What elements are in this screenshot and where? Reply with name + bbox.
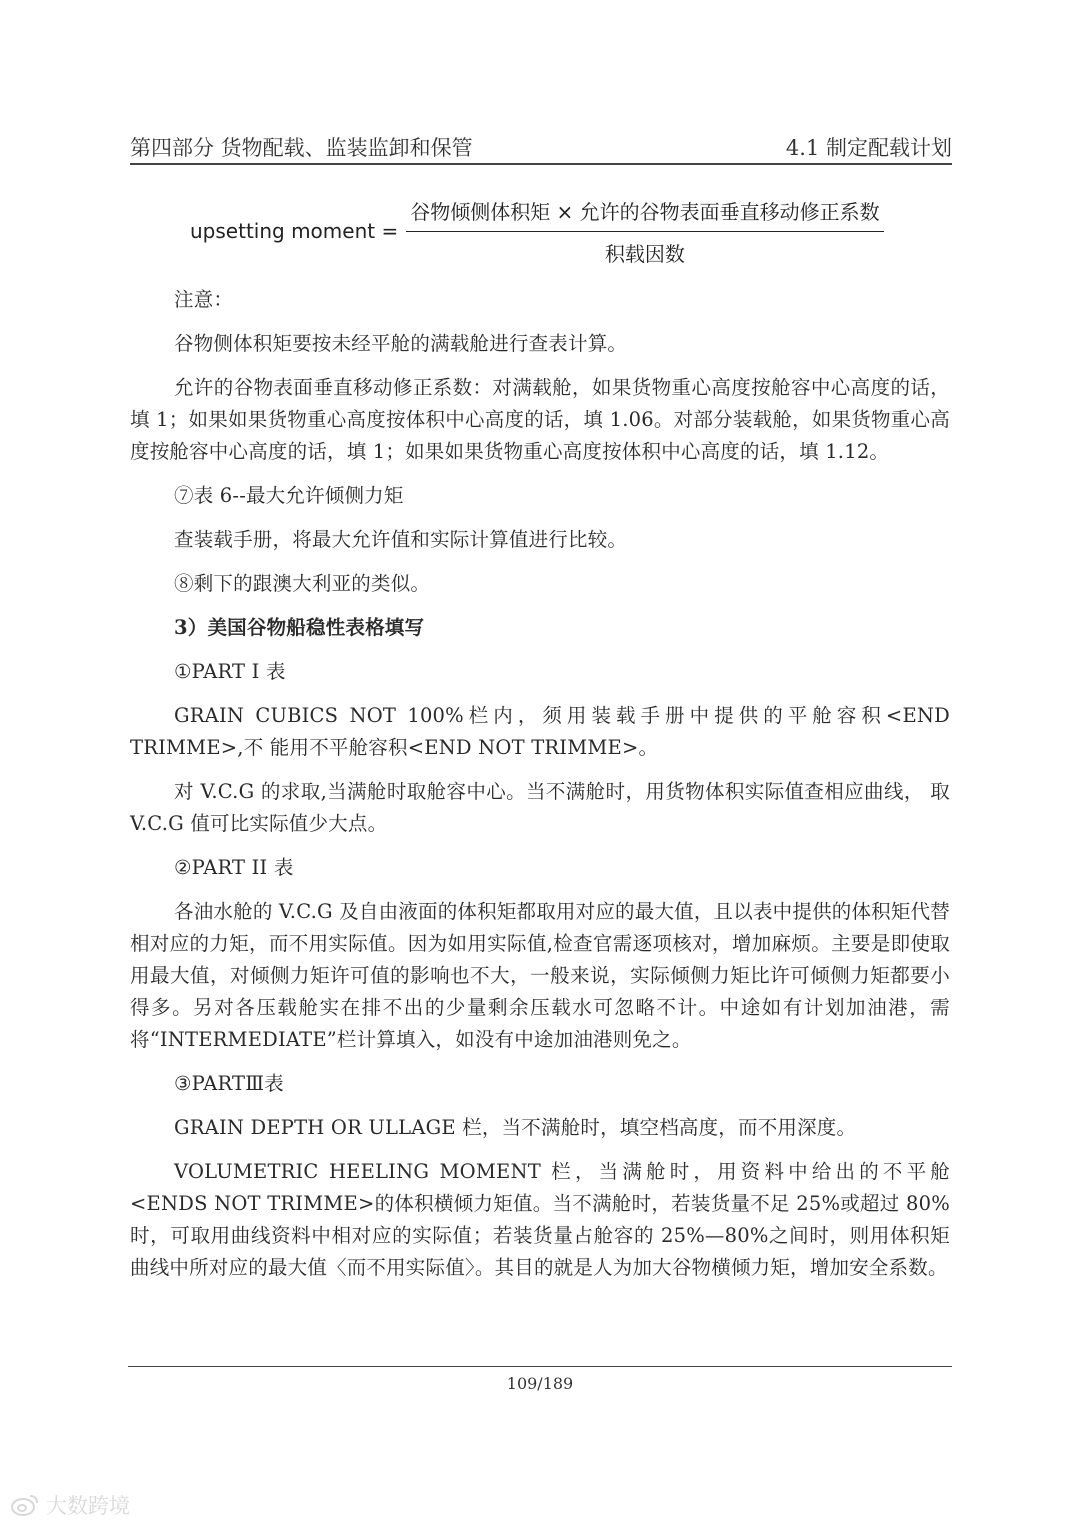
formula-numerator: 谷物倾侧体积矩 × 允许的谷物表面垂直移动修正系数 [410, 199, 880, 224]
paragraph: VOLUMETRIC HEELING MOMENT 栏，当满舱时，用资料中给出的不平舱<ENDS NOT TRIMME>的体积横倾力矩值。当不满舱时，若装货量不足 25%或超过 80%时，可取用曲线资料中相对应的实际值；若装货量占舱容的 25%—80%之间时，则用体积矩曲线中所对应的最大值〈而不用实际值〉。其目的就是人为加大谷物横倾力矩，增加安全系数。 [130, 1160, 950, 1279]
header-chapter-title: 4.1 制定配载计划 [785, 136, 952, 160]
header-divider [130, 163, 952, 165]
paragraph: 各油水舱的 V.C.G 及自由液面的体积矩都取用对应的最大值，且以表中提供的体积矩代替相对应的力矩，而不用实际值。因为如用实际值,检查官需逐项核对，增加麻烦。主要是即使取用最大值，对倾侧力矩许可值的影响也不大，一般来说，实际倾侧力矩比许可倾侧力矩都要小得多。另对各压载舱实在排不出的少量剩余压载水可忽略不计。中途如有计划加油港，需将“INTERMEDIATE”栏计算填入，如没有中途加油港则免之。 [130, 900, 950, 1051]
page-header [130, 128, 952, 162]
paragraph: ②PART II 表 [174, 856, 294, 879]
paragraph: ③PARTⅢ表 [174, 1072, 284, 1095]
paragraph: ①PART I 表 [174, 660, 286, 683]
document-body [130, 284, 950, 1296]
section-heading: 3）美国谷物船稳性表格填写 [174, 616, 425, 639]
paragraph: ⑧剩下的跟澳大利亚的类似。 [174, 572, 431, 595]
page-number: 109/189 [506, 1374, 574, 1393]
upsetting-moment-formula [190, 196, 884, 266]
watermark-text: 大数跨境 [46, 1494, 130, 1518]
paragraph: 谷物侧体积矩要按未经平舱的满载舱进行查表计算。 [174, 332, 628, 355]
paragraph: 查装载手册，将最大允许值和实际计算值进行比较。 [174, 528, 628, 551]
watermark [10, 1490, 130, 1520]
paragraph: ⑦表 6--最大允许倾侧力矩 [174, 484, 404, 507]
paragraph: 对 V.C.G 的求取,当满舱时取舱容中心。当不满舱时，用货物体积实际值查相应曲线， 取 V.C.G 值可比实际值少大点。 [130, 780, 950, 835]
weibo-logo-icon [10, 1493, 40, 1517]
paragraph: GRAIN CUBICS NOT 100%栏内，须用装载手册中提供的平舱容积<END TRIMME>,不 能用不平舱容积<END NOT TRIMME>。 [130, 704, 950, 759]
paragraph: GRAIN DEPTH OR ULLAGE 栏，当不满舱时，填空档高度，而不用深度。 [174, 1116, 857, 1139]
formula-lhs: upsetting moment = [190, 219, 399, 243]
formula-denominator: 积载因数 [604, 241, 685, 266]
header-section-title: 第四部分 货物配载、监装监卸和保管 [130, 136, 473, 160]
paragraph: 注意： [174, 288, 234, 311]
formula-fraction [406, 196, 883, 267]
footer-divider [128, 1366, 952, 1367]
paragraph: 允许的谷物表面垂直移动修正系数：对满载舱，如果货物重心高度按舱容中心高度的话，填 1；如果如果货物重心高度按体积中心高度的话，填 1.06。对部分装载舱，如果货物重心高度按舱容中心高度的话，填 1；如果如果货物重心高度按体积中心高度的话，填 1.12。 [130, 376, 950, 463]
